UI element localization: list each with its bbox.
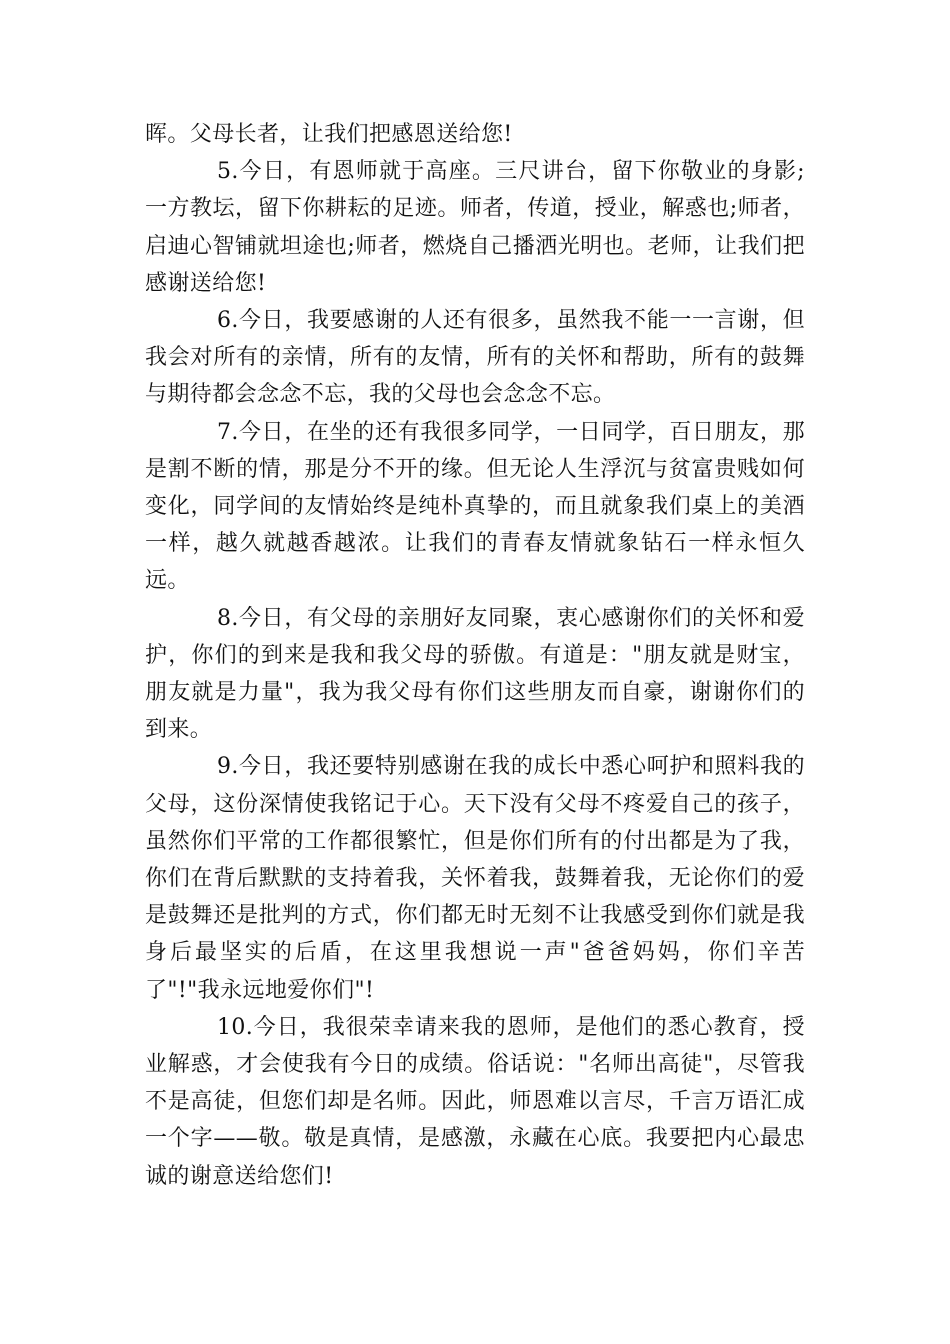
paragraph-item-8: 8.今日，有父母的亲朋好友同聚，衷心感谢你们的关怀和爱护，你们的到来是我和我父母的骄傲。有道是："朋友就是财宝，朋友就是力量"，我为我父母有你们这些朋友而自豪，谢谢你们的到来。: [145, 605, 805, 743]
paragraph-continuation: 晖。父母长者，让我们把感恩送给您!: [145, 122, 513, 147]
paragraph-item-10: 10.今日，我很荣幸请来我的恩师，是他们的悉心教育，授业解惑，才会使我有今日的成绩。俗话说："名师出高徒"，尽管我不是高徒，但您们却是名师。因此，师恩难以言尽，千言万语汇成一个字——敬。敬是真情，是感激，永藏在心底。我要把内心最忠诚的谢意送给您们!: [145, 1014, 805, 1189]
paragraph-item-9: 9.今日，我还要特别感谢在我的成长中悉心呵护和照料我的父母，这份深情使我铭记于心。天下没有父母不疼爱自己的孩子，虽然你们平常的工作都很繁忙，但是你们所有的付出都是为了我，你们在背后默默的支持着我，关怀着我，鼓舞着我，无论你们的爱是鼓舞还是批判的方式，你们都无时无刻不让我感受到你们就是我身后最坚实的后盾，在这里我想说一声"爸爸妈妈，你们辛苦了"!"我永远地爱你们"!: [145, 754, 805, 1003]
document-body: [145, 116, 805, 1195]
paragraph-item-6: 6.今日，我要感谢的人还有很多，虽然我不能一一言谢，但我会对所有的亲情，所有的友情，所有的关怀和帮助，所有的鼓舞与期待都会念念不忘，我的父母也会念念不忘。: [145, 308, 805, 408]
paragraph-item-7: 7.今日，在坐的还有我很多同学，一日同学，百日朋友，那是割不断的情，那是分不开的缘。但无论人生浮沉与贫富贵贱如何变化，同学间的友情始终是纯朴真挚的，而且就象我们桌上的美酒一样，越久就越香越浓。让我们的青春友情就象钻石一样永恒久远。: [145, 419, 805, 594]
paragraph-item-5: 5.今日，有恩师就于高座。三尺讲台，留下你敬业的身影;一方教坛，留下你耕耘的足迹。师者，传道，授业，解惑也;师者，启迪心智铺就坦途也;师者，燃烧自己播洒光明也。老师，让我们把感谢送给您!: [145, 159, 805, 296]
